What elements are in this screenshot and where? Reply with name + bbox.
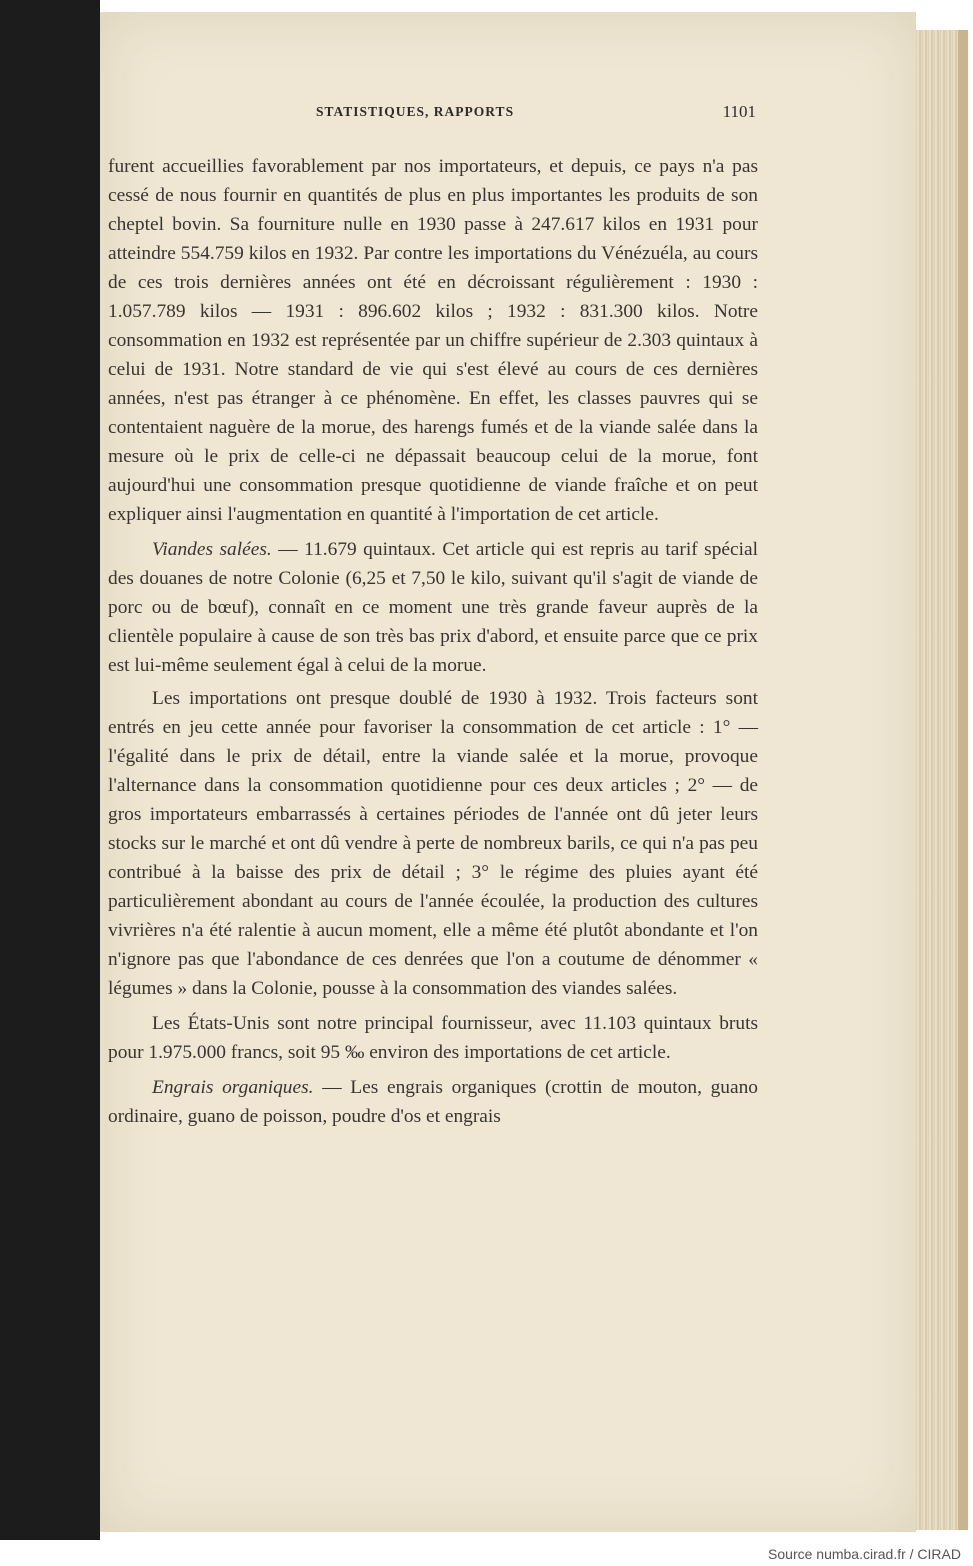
paragraph-1 (108, 152, 758, 529)
scan-background (0, 0, 100, 1540)
footer-strip (0, 1540, 973, 1566)
source-credit: Source numba.cirad.fr / CIRAD (768, 1546, 961, 1562)
page-number: 1101 (722, 102, 756, 121)
section-heading-engrais-organiques: Engrais organiques. (152, 1077, 314, 1098)
page-stack-outer-edge (958, 30, 968, 1530)
body-text (108, 152, 758, 1131)
paragraph-3-text: Les importations ont presque doublé de 1930 à 1932. Trois facteurs sont entrés en jeu cette année pour favoriser la consommation de cet article : 1° — l'égalité dans le prix de détail, entre la viande salée et la morue, provoque l'alternance dans la consommation quotidienne pour ces deux articles ; 2° — de gros importateurs embarrassés à certaines périodes de l'année ont dû jeter leurs stocks sur le marché et ont dû vendre à perte de nombreux barils, ce qui n'a pas peu contribué à la baisse des prix de détail ; 3° le régime des pluies ayant été particulièrement abondant au cours de l'année écoulée, la production des cultures vivrières n'a été ralentie à aucun moment, elle a même été plutôt abondante et l'on n'ignore pas que l'abondance de ces denrées que l'on a coutume de dénommer « légumes » dans la Colonie, pousse à la consommation des viandes salées. (108, 688, 758, 999)
paragraph-etats-unis (108, 1009, 758, 1067)
paragraph-5-text: — Les engrais organiques (crottin de mouton, guano ordinaire, guano de poisson, poudre d'os et engrais (108, 1077, 758, 1127)
paragraph-importations (108, 684, 758, 1003)
paragraph-2-text: — 11.679 quintaux. Cet article qui est repris au tarif spécial des douanes de notre Colonie (6,25 et 7,50 le kilo, suivant qu'il s'agit de viande de porc ou de bœuf), connaît en ce moment une très grande faveur auprès de la clientèle populaire à cause de son très bas prix d'abord, et ensuite parce que ce prix est lui-même seulement égal à celui de la morue. (108, 539, 758, 676)
running-header (120, 104, 756, 128)
paragraph-4-text: Les États-Unis sont notre principal fournisseur, avec 11.103 quintaux bruts pour 1.975.000 francs, soit 95 ‰ environ des importations de cet article. (108, 1013, 758, 1063)
running-head-title: STATISTIQUES, RAPPORTS (316, 104, 515, 119)
paragraph-viandes-salees (108, 535, 758, 680)
section-heading-viandes-salees: Viandes salées. (152, 539, 272, 560)
paragraph-1-text: furent accueillies favorablement par nos importateurs, et depuis, ce pays n'a pas cessé de nous fournir en quantités de plus en plus importantes les produits de son cheptel bovin. Sa fourniture nulle en 1930 passe à 247.617 kilos en 1931 pour atteindre 554.759 kilos en 1932. Par contre les importations du Vénézuéla, au cours de ces trois dernières années ont été en décroissant régulièrement : 1930 : 1.057.789 kilos — 1931 : 896.602 kilos ; 1932 : 831.300 kilos. Notre consommation en 1932 est représentée par un chiffre supérieur de 2.303 quintaux à celui de 1931. Notre standard de vie qui s'est élevé au cours de ces dernières années, n'est pas étranger à ce phénomène. En effet, les classes pauvres qui se contentaient naguère de la morue, des harengs fumés et de la viande salée dans la mesure où le prix de celle-ci ne dépassait beaucoup celui de la morue, font aujourd'hui une consommation presque quotidienne de viande fraîche et on peut expliquer ainsi l'augmentation en quantité à l'importation de cet article. (108, 156, 758, 525)
paragraph-engrais-organiques (108, 1073, 758, 1131)
page-stack-edge (916, 30, 960, 1530)
